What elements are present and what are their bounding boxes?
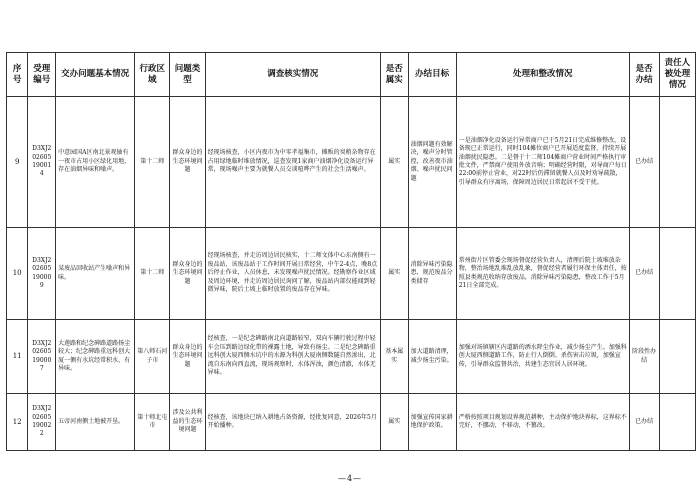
- cell-investigation: 经核查，该地块已纳入耕地占备资源，经批复同意，2026年5月开始播种。: [205, 394, 380, 451]
- header-investigation: 调查核实情况: [205, 53, 380, 97]
- cell-closed: 阶段性办结: [629, 320, 659, 394]
- cell-closed: 已办结: [629, 228, 659, 320]
- header-accountability: 责任人被处理情况: [659, 53, 695, 97]
- table-row: [7, 228, 696, 320]
- header-seq: 序号: [7, 53, 28, 97]
- table-header-row: [7, 53, 696, 97]
- cell-accountability: [659, 97, 695, 228]
- cell-handling: 加强对场镇辖区内道路的洒水降尘作业，减少扬尘产生。加强科创大厦西侧道路工作，防止行人倒倒、杀伤害击垃圾，加强宣传，引导群众监督共治，共建生态宜居人居环境。: [456, 320, 629, 394]
- table-row: [7, 394, 696, 451]
- cell-verified: 基本属实: [380, 320, 408, 394]
- cell-basic: 中意园国A区南北景观轴有一夜市占用小区绿化用地，存在油烟异味和噪声。: [56, 97, 135, 228]
- header-verified: 是否属实: [380, 53, 408, 97]
- cell-basic: 某废品回收站产生噪声和异味。: [56, 228, 135, 320]
- cell-closed: 已办结: [629, 394, 659, 451]
- cell-verified: 属实: [380, 228, 408, 320]
- cell-region: 第十二师: [135, 97, 170, 228]
- cell-goal: 加强宣传国家耕地保护政策。: [408, 394, 456, 451]
- cell-goal: 加大道路清理，减少扬尘污染。: [408, 320, 456, 394]
- cell-investigation: 经核查，一是纪念碑路南北向道路较窄，双向车辆行驶过程中轻车会压到路边绿化带的裸露土地，导致有扬尘。二是纪念碑路重远科创大厦西侧水坑中的水源为科创大厦南侧数隧自然渗出，北流自东南向西直流，现场观察时，水体浑浊，颜色清澈，水体无异味。: [205, 320, 380, 394]
- cell-type: 群众身边的生态环境问题: [170, 228, 205, 320]
- cell-id: D3XJ202605190014: [28, 97, 56, 228]
- page-number: —4—: [337, 474, 363, 483]
- case-table: [6, 52, 696, 451]
- cell-region: 第十二师: [135, 228, 170, 320]
- cell-handling: 严格按照项目规划设界规范耕种，主动保护地块界标，这界标不完好，不挪动，不移动，不篡改。: [456, 394, 629, 451]
- cell-type: 群众身边的生态环境问题: [170, 320, 205, 394]
- cell-investigation: 经现场核查，小区内夜市为中零孝福集市，摊贩的臭稍杂物存在占用绿地临时堆放情况，巡查发现1家商户油烟净化设备运行异常，现场噪声主要为就餐人员交谈喧哗产生的社会生活噪声。: [205, 97, 380, 228]
- cell-handling: 一是油烟净化设备运行异常商户已于5月21日完成维修整改，设备现已正常运行，同时104摊位商户已开展适度监督，持续开展油烟扰民隐患。二是督于十二师104摊商户营业时间严格执行审批文件，严禁商户使用外放音响；明确经营时限，对导商户每日22:00前停止营业，对22时后仍滞留就餐人员及时劝导疏散，引导群众有序离场，保障周边居民日常起居不受干扰。: [456, 97, 629, 228]
- cell-verified: 属实: [380, 97, 408, 228]
- header-region: 行政区域: [135, 53, 170, 97]
- cell-handling: 常州街片区管委会现场督促经营负责人，清理后院土坡堆放杂物，整治场地乱堆乱放乱象，督促经营者履行环保主体责任，按照县类规范收纳存放废品，消除异味污染隐患，整改工作于5月21日全部完成。: [456, 228, 629, 320]
- cell-type: 群众身边的生态环境问题: [170, 97, 205, 228]
- cell-type: 涉及公共利益的生态环境问题: [170, 394, 205, 451]
- cell-basic: 大莲路和纪念碑路道路扬尘较大；纪念碑路重远科创大厦一侧有水坑经常积水，有异味。: [56, 320, 135, 394]
- cell-investigation: 经现场核查，并走访周边居民核实，十二师文体中心东南侧有一废品站，该废品站于工作时间开展日常经营，中午2-4点，晚8点后停止作业，人员休息，未发现噪声扰民情况。经勘察作业区域及周边环境，并走访周边居民询问了解，废品站内部仅能闻到轻微异味，院后土坡上临时放置的废品存在异味。: [205, 228, 380, 320]
- table-row: [7, 320, 696, 394]
- cell-goal: 消除异味污染隐患，规范废品分类储存: [408, 228, 456, 320]
- cell-id: D3XJ202605190022: [28, 394, 56, 451]
- header-closed: 是否办结: [629, 53, 659, 97]
- cell-accountability: [659, 320, 695, 394]
- header-type: 问题类型: [170, 53, 205, 97]
- cell-seq: 11: [7, 320, 28, 394]
- table-row: [7, 97, 696, 228]
- cell-basic: 五帝河南侧土地被开垦。: [56, 394, 135, 451]
- cell-seq: 10: [7, 228, 28, 320]
- header-handling: 处理和整改情况: [456, 53, 629, 97]
- cell-id: D3XJ202605190009: [28, 228, 56, 320]
- cell-accountability: [659, 394, 695, 451]
- cell-seq: 9: [7, 97, 28, 228]
- header-goal: 办结目标: [408, 53, 456, 97]
- cell-id: D3XJ202605190007: [28, 320, 56, 394]
- cell-accountability: [659, 228, 695, 320]
- cell-goal: 油烟问题有效解决，噪声分时管控，改善夜市油烟、噪声扰民问题: [408, 97, 456, 228]
- cell-verified: 属实: [380, 394, 408, 451]
- cell-seq: 12: [7, 394, 28, 451]
- header-basic: 交办问题基本情况: [56, 53, 135, 97]
- cell-closed: 已办结: [629, 97, 659, 228]
- cell-region: 第十师北屯市: [135, 394, 170, 451]
- cell-region: 第八师石河子市: [135, 320, 170, 394]
- header-id: 受理编号: [28, 53, 56, 97]
